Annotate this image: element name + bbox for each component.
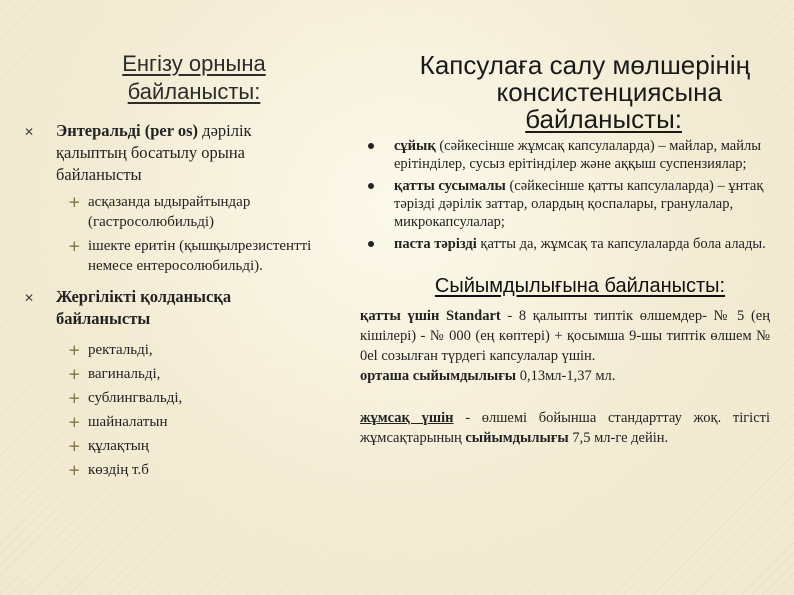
sublist-enteral: [56, 192, 324, 276]
sublist-item: [56, 340, 324, 360]
sublist-item-text: вагинальді,: [88, 366, 161, 382]
bullet-text: (сәйкесінше жұмсақ капсулаларда) – майлар, майлы ерітінділер, сусыз ерітінділер және аққыш суспензиялар;: [394, 138, 761, 172]
bullet-bold-text: паста тәрізді: [394, 236, 477, 252]
sublist-item: [56, 460, 324, 480]
capacity-heading: Сыйымдылығына байланысты:: [434, 275, 726, 297]
bullet-text: қатты да, жұмсақ та капсулаларда бола алады.: [476, 236, 766, 252]
bullet-dot-icon: [368, 183, 374, 189]
bullet-bold-text: қатты сусымалы: [394, 178, 506, 194]
consistency-list: [360, 137, 770, 253]
sublist-item: [56, 388, 324, 408]
plus-icon: +: [68, 437, 81, 455]
left-column: [24, 50, 324, 484]
para-text: - 8 қалыпты типтік өлшемдер- № 5 (ең кішілері) - № 000 (ең көптері) + қосымша 9-шы типтік өлшем № 0el созылған түрдегі капсулалар үшін.: [360, 308, 770, 364]
para-text: - өлшемі бойынша стандарттау жоқ. тігісті жұмсақтарының: [360, 410, 770, 446]
sublist-item: [56, 192, 324, 232]
consistency-item: [360, 137, 770, 173]
consistency-item: [360, 177, 770, 231]
consistency-item: [360, 235, 770, 253]
sublist-item-text: ректальді,: [88, 342, 153, 358]
bullet-dot-icon: [368, 241, 374, 247]
sublist-local: [56, 340, 324, 480]
sublist-item-text: ішекте еритін (қышқылрезистентті немесе ентеросолюбильді).: [88, 238, 312, 274]
right-heading-line1: Капсулаға салу мөлшерінің: [419, 50, 750, 80]
para-bold-text: орташа сыйымдылығы: [360, 368, 517, 384]
right-heading-line3: байланысты:: [525, 104, 682, 134]
left-heading-line1: Енгізу орнына: [122, 51, 266, 76]
plus-icon: +: [68, 389, 81, 407]
left-list: [24, 120, 324, 480]
x-mark-icon: ✕: [24, 291, 35, 305]
plus-icon: +: [68, 413, 81, 431]
right-column: [360, 52, 770, 448]
bullet-dot-icon: [368, 143, 374, 149]
item-bold-text: Жергілікті қолданысқа байланысты: [56, 287, 232, 328]
plus-icon: +: [68, 461, 81, 479]
plus-icon: +: [68, 193, 81, 211]
sublist-item-text: құлақтың: [88, 438, 149, 454]
sublist-item-text: көздің т.б: [88, 462, 149, 478]
sublist-item-text: асқазанда ыдырайтындар (гастросолюбильді): [88, 194, 251, 230]
para-bold-text: сыйымдылығы: [465, 430, 569, 446]
bullet-bold-text: сұйық: [394, 138, 436, 154]
sublist-item: [56, 236, 324, 276]
soft-capsule-paragraph: [360, 408, 770, 448]
left-heading-line2: байланысты:: [127, 79, 261, 104]
right-heading-line2: консистенциясына: [496, 77, 722, 107]
bullet-text: (сәйкесінше қатты капсулаларда) – ұнтақ тәрізді дәрілік заттар, олардың қоспалары, гранулалар, микрокапсулалар;: [394, 178, 764, 230]
para-bold-text: жұмсақ үшін: [360, 410, 454, 426]
left-heading: [84, 50, 304, 106]
sublist-item-text: шайналатын: [88, 414, 168, 430]
hard-capsule-paragraph: [360, 306, 770, 386]
list-item-enteral: [24, 120, 324, 276]
para-text: 7,5 мл-ге дейін.: [568, 430, 669, 446]
plus-icon: +: [68, 365, 81, 383]
item-bold-text: Энтеральді (per os): [56, 121, 199, 140]
para-text: 0,13мл-1,37 мл.: [516, 368, 616, 384]
sublist-item: [56, 412, 324, 432]
x-mark-icon: ✕: [24, 125, 35, 139]
para-bold-text: қатты үшін Standart: [360, 308, 501, 324]
plus-icon: +: [68, 341, 81, 359]
list-item-local: [24, 286, 324, 480]
right-heading: [360, 52, 770, 133]
item-text: дәрілік қалыптың босатылу орына байланысты: [56, 121, 252, 184]
sublist-item: [56, 364, 324, 384]
plus-icon: +: [68, 237, 81, 255]
sublist-item-text: сублингвальді,: [88, 390, 183, 406]
sublist-item: [56, 436, 324, 456]
